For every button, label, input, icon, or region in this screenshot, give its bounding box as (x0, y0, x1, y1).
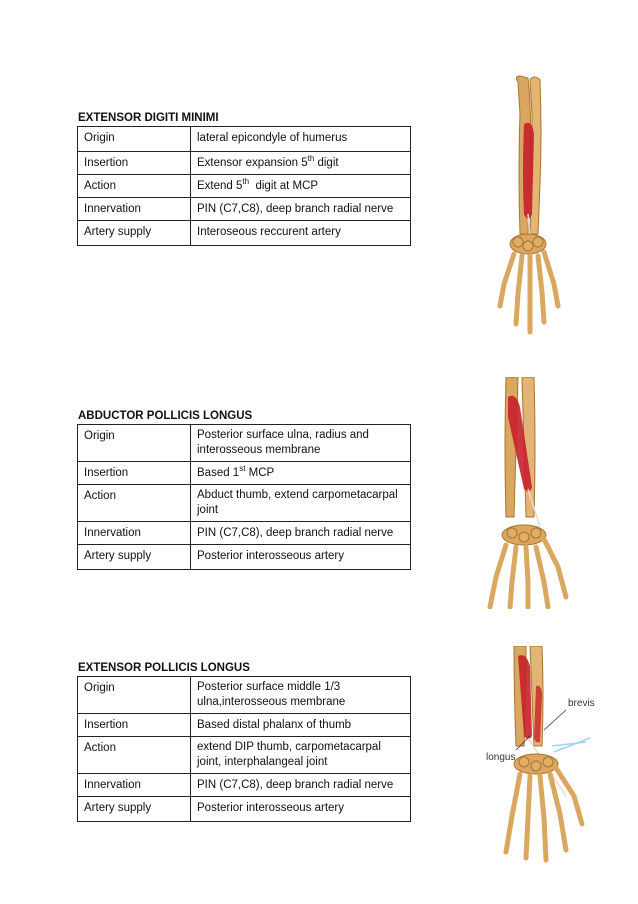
row-value-suffix: digit at MCP (249, 180, 319, 192)
row-label: Insertion (78, 462, 191, 485)
row-value-text: Posterior interosseous artery (197, 550, 345, 562)
row-value-suffix: digit (314, 157, 339, 169)
row-label: Action (78, 485, 191, 522)
section-extensor-pollicis-longus (77, 661, 411, 822)
label-longus: longus (486, 752, 516, 763)
row-value (191, 462, 411, 485)
section-title: EXTENSOR POLLICIS LONGUS (78, 662, 250, 674)
row-label: Artery supply (78, 221, 191, 246)
row-value (191, 127, 411, 152)
row-value-text: Based distal phalanx of thumb (197, 719, 352, 731)
superscript: st (239, 464, 246, 474)
row-label: Origin (78, 127, 191, 152)
row-value-text: Extend 5 (197, 180, 243, 192)
row-value-text: PIN (C7,C8), deep branch radial nerve (197, 527, 394, 539)
section-extensor-digiti-minimi (77, 111, 411, 246)
table-row (78, 462, 411, 485)
row-label: Origin (78, 677, 191, 714)
superscript: th (307, 154, 315, 164)
row-label: Action (78, 737, 191, 774)
row-label: Innervation (78, 774, 191, 797)
muscle-table (77, 676, 411, 822)
forearm-illustration-extensor-digiti-minimi (488, 74, 578, 342)
forearm-illustration-extensor-pollicis-longus (474, 646, 602, 878)
table-row (78, 425, 411, 462)
table-row (78, 737, 411, 774)
table-row (78, 485, 411, 522)
row-label: Insertion (78, 714, 191, 737)
table-row (78, 152, 411, 175)
table-row (78, 221, 411, 246)
muscle-table (77, 424, 411, 570)
table-row (78, 198, 411, 221)
row-value-text: Posterior surface middle 1/3 ulna,interosseous membrane (197, 681, 346, 708)
row-value-text: Posterior interosseous artery (197, 802, 345, 814)
row-label: Origin (78, 425, 191, 462)
row-value-text: extend DIP thumb, carpometacarpal joint, interphalangeal joint (197, 741, 381, 768)
table-row (78, 545, 411, 570)
row-value (191, 425, 411, 462)
table-row (78, 127, 411, 152)
row-value-text: PIN (C7,C8), deep branch radial nerve (197, 203, 394, 215)
row-value (191, 221, 411, 246)
section-title: ABDUCTOR POLLICIS LONGUS (78, 410, 253, 422)
table-row (78, 797, 411, 822)
row-value-text: PIN (C7,C8), deep branch radial nerve (197, 779, 394, 791)
row-label: Action (78, 175, 191, 198)
table-row (78, 714, 411, 737)
row-value (191, 198, 411, 221)
row-value-text: Abduct thumb, extend carpometacarpal joint (197, 489, 398, 516)
row-value (191, 545, 411, 570)
row-value (191, 677, 411, 714)
table-row (78, 522, 411, 545)
row-value (191, 774, 411, 797)
row-value-text: Based 1 (197, 467, 240, 479)
row-label: Insertion (78, 152, 191, 175)
row-label: Innervation (78, 522, 191, 545)
row-value-text: Posterior surface ulna, radius and interosseous membrane (197, 429, 369, 456)
row-value (191, 714, 411, 737)
row-value (191, 485, 411, 522)
row-label: Innervation (78, 198, 191, 221)
section-abductor-pollicis-longus (77, 409, 411, 570)
row-value-text: lateral epicondyle of humerus (197, 132, 348, 144)
section-title: EXTENSOR DIGITI MINIMI (78, 112, 219, 124)
table-row (78, 677, 411, 714)
row-value-text: Extensor expansion 5 (197, 157, 308, 169)
table-row (78, 175, 411, 198)
table-row (78, 774, 411, 797)
muscle-table (77, 126, 411, 246)
forearm-illustration-abductor-pollicis-longus (486, 377, 576, 609)
row-value-text: Interoseous reccurent artery (197, 226, 341, 238)
label-brevis: brevis (568, 698, 595, 709)
superscript: th (242, 177, 250, 187)
row-label: Artery supply (78, 545, 191, 570)
row-value (191, 797, 411, 822)
row-value (191, 152, 411, 175)
row-value (191, 737, 411, 774)
row-value (191, 522, 411, 545)
row-value-suffix: MCP (245, 467, 275, 479)
row-value (191, 175, 411, 198)
row-label: Artery supply (78, 797, 191, 822)
